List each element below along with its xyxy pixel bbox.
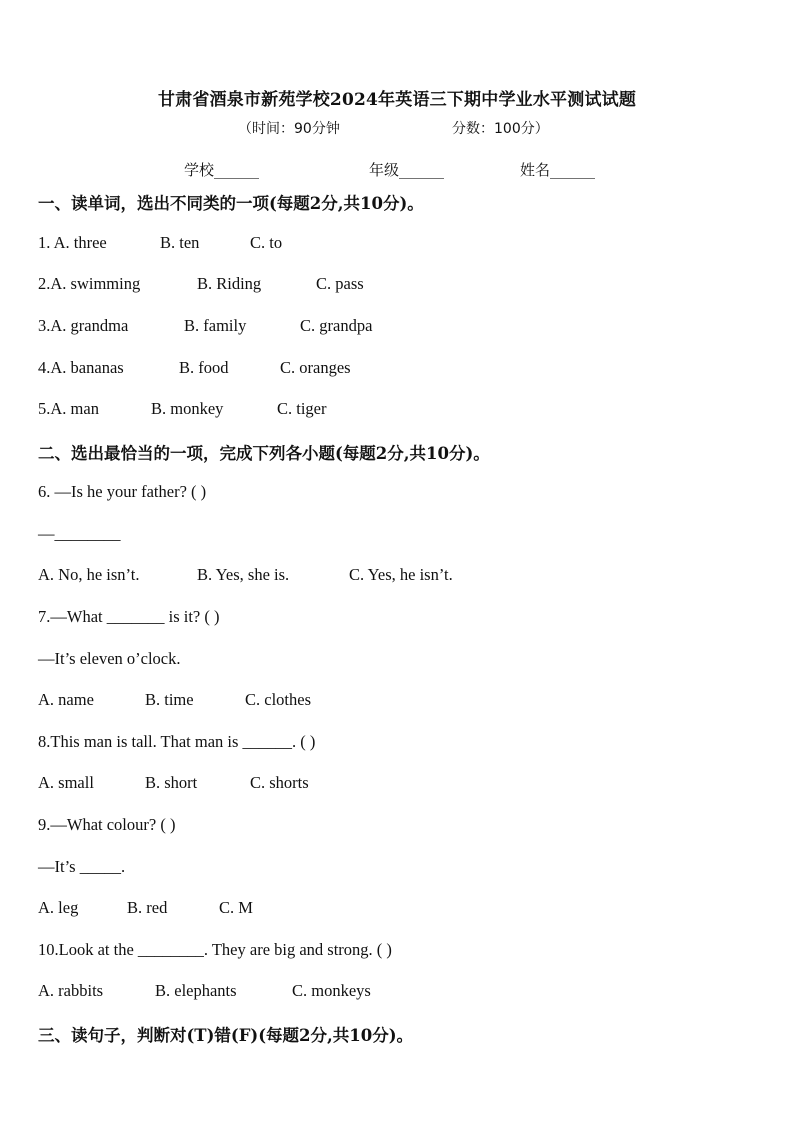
section-1-heading: 一、读单词，选出不同类的一项(每题2分,共10分)。	[38, 194, 424, 213]
question-6-answer-line: —________	[38, 524, 121, 543]
option-a: A. leg	[38, 898, 79, 917]
option-c: C. clothes	[245, 690, 311, 709]
option-c: C. monkeys	[292, 981, 371, 1000]
question-2	[38, 274, 364, 294]
question-4	[38, 358, 351, 378]
question-10-stem: 10.Look at the ________. They are big and strong. ( )	[38, 940, 392, 959]
option-a: 1. A. three	[38, 233, 107, 252]
option-a: 3.A. grandma	[38, 316, 129, 335]
option-b: B. red	[127, 898, 168, 917]
option-b: B. elephants	[155, 981, 237, 1000]
page-title: 甘肃省酒泉市新苑学校2024年英语三下期中学业水平测试试题	[157, 90, 637, 110]
option-c: C. shorts	[250, 773, 309, 792]
option-b: B. ten	[160, 233, 200, 252]
school-field: 学校______	[184, 161, 260, 179]
question-5	[38, 399, 327, 419]
question-9-options	[38, 898, 253, 918]
option-a: A. No, he isn’t.	[38, 565, 140, 584]
question-6-options	[38, 565, 453, 585]
option-c: C. grandpa	[300, 316, 373, 335]
option-c: C. pass	[316, 274, 364, 293]
option-a: A. name	[38, 690, 94, 709]
name-field: 姓名______	[520, 161, 596, 179]
question-3	[38, 316, 372, 336]
question-1	[38, 233, 282, 253]
option-a: 5.A. man	[38, 399, 99, 418]
option-a: 4.A. bananas	[38, 358, 124, 377]
option-b: B. family	[184, 316, 247, 335]
option-c: C. oranges	[280, 358, 351, 377]
question-9-stem: 9.—What colour? ( )	[38, 815, 176, 834]
section-2-heading: 二、选出最恰当的一项，完成下列各小题(每题2分,共10分)。	[38, 444, 490, 463]
question-8-options	[38, 773, 309, 793]
exam-time: （时间：90分钟	[238, 121, 340, 137]
option-c: C. to	[250, 233, 283, 252]
option-b: B. time	[145, 690, 194, 709]
option-a: A. rabbits	[38, 981, 104, 1000]
option-b: B. food	[179, 358, 229, 377]
question-7-options	[38, 690, 311, 710]
option-a: 2.A. swimming	[38, 274, 141, 293]
question-9-answer-line: —It’s _____.	[38, 857, 126, 876]
exam-score: 分数：100分）	[452, 121, 549, 137]
question-7-answer-line: —It’s eleven o’clock.	[38, 649, 181, 668]
question-6-stem: 6. —Is he your father? ( )	[38, 482, 207, 501]
option-c: C. M	[219, 898, 253, 917]
option-b: B. monkey	[151, 399, 224, 418]
option-b: B. Riding	[197, 274, 262, 293]
option-c: C. Yes, he isn’t.	[349, 565, 453, 584]
question-7-stem: 7.—What _______ is it? ( )	[38, 607, 220, 626]
section-3-heading: 三、读句子，判断对(T)错(F)(每题2分,共10分)。	[38, 1026, 414, 1045]
option-b: B. Yes, she is.	[197, 565, 290, 584]
grade-field: 年级______	[369, 161, 445, 179]
question-10-options	[38, 981, 371, 1001]
option-c: C. tiger	[277, 399, 327, 418]
question-8-stem: 8.This man is tall. That man is ______. ( )	[38, 732, 316, 751]
option-a: A. small	[38, 773, 94, 792]
option-b: B. short	[145, 773, 198, 792]
